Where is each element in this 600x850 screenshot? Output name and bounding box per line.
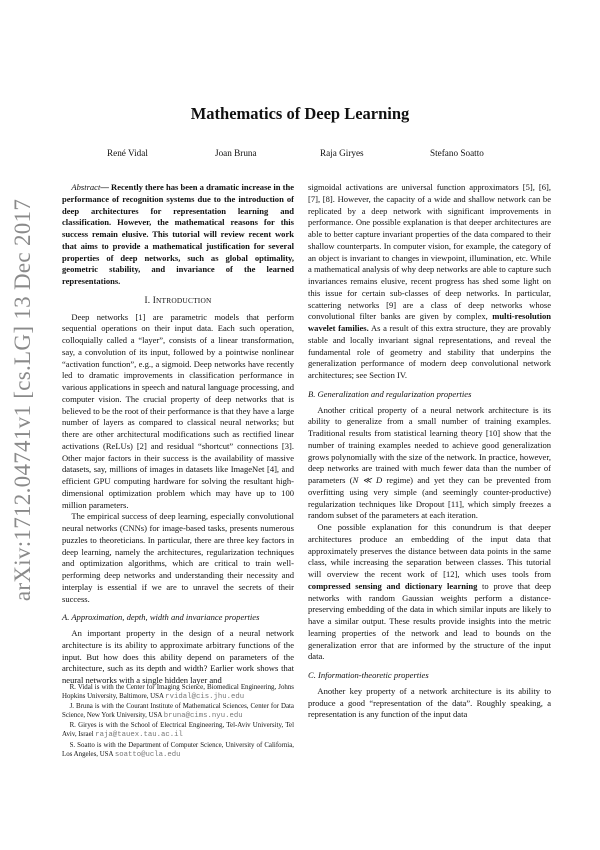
- author-name: Stefano Soatto: [430, 148, 484, 158]
- body-paragraph: sigmoidal activations are universal function approximators [5], [6], [7], [8]. However, the capacity of a wide and shallow network can be replicated by a deep network with significant improvements in performance. One possible explanation is that deeper architectures are able to better capture invariant properties of the data compared to their shallow counterparts. In computer vision, for example, the category of an object is invariant to changes in viewpoint, illumination, etc. While a mathematical analysis of why deep networks are able to capture such invariances remains elusive, recent progress has shed some light on this issue for certain sub-classes of deep networks. In particular, scattering networks [9] are a class of deep networks whose convolutional filter banks are given by complex, multi-resolution wavelet families. As a result of this extra structure, they are provably stable and locally invariant signal representations, and reveal the fundamental role of geometry and stability that underpins the generalization performance of modern deep convolutional network architectures; see Section IV.: [308, 182, 551, 380]
- author-name: René Vidal: [107, 148, 148, 158]
- arxiv-identifier-stamp: [8, 175, 38, 625]
- abstract: [62, 182, 294, 288]
- author-affiliation-footnotes: [62, 683, 294, 760]
- body-paragraph: One possible explanation for this conundrum is that deeper architectures produce an embedding of the input data that approximately preserves the distance between data points in the same class, while increasing the separation between classes. This tutorial will overview the recent work of [12], which uses tools from compressed sensing and dictionary learning to prove that deep networks with random Gaussian weights perform a distance-preserving embedding of the data in which similar inputs are likely to have a similar output. These results provide insights into the metric learning properties of the network and lead to bounds on the generalization error that are informed by the structure of the input data.: [308, 522, 552, 662]
- bold-emphasis: multi-resolution wavelet families.: [308, 311, 551, 333]
- abstract-dash: —: [100, 182, 109, 192]
- subsection-heading-b: B. Generalization and regularization properties: [308, 388, 472, 399]
- bold-emphasis: compressed sensing and dictionary learning: [308, 580, 478, 591]
- email-link[interactable]: bruna@cims.nyu.edu: [163, 712, 243, 721]
- footnote: R. Giryes is with the School of Electrical Engineering, Tel-Aviv University, Tel Aviv, Israel raja@tauex.tau.ac.il: [62, 722, 294, 740]
- arxiv-stamp-text: arXiv:1712.04741v1 [cs.LG] 13 Dec 2017: [10, 198, 35, 602]
- footnote: S. Soatto is with the Department of Computer Science, University of California, Los Angeles, USA soatto@ucla.edu: [62, 741, 294, 759]
- abstract-text: Recently there has been a dramatic increase in the performance of recognition systems due to the introduction of deep architectures for representation learning and classification. However, the mathematical reasons for this success remain elusive. This tutorial will review recent work that aims to provide a mathematical justification for several properties of deep networks, such as global optimality, geometric stability, and invariance of the learned representations.: [62, 182, 294, 286]
- body-paragraph: Another key property of a network architecture is its ability to produce a good “representation of the data”. Roughly speaking, a representation is any function of the input data: [308, 685, 551, 720]
- body-paragraph: Another critical property of a neural network architecture is its ability to generalize from a small number of training examples. Traditional results from statistical learning theory [10] show that the number of training examples needed to achieve good generalization grows polynomially with the size of the network. In practice, however, deep networks are trained with much fewer data than the number of parameters (N ≪ D regime) and yet they can be prevented from overfitting using very simple (and seemingly counter-productive) regularization techniques like Dropout [11], which simply freezes a random subset of the parameters at each iteration.: [308, 404, 551, 521]
- left-column: [62, 182, 294, 687]
- email-link[interactable]: soatto@ucla.edu: [114, 750, 181, 759]
- author-name: Raja Giryes: [320, 148, 364, 158]
- author-name: Joan Bruna: [215, 148, 257, 158]
- email-link[interactable]: rvidal@cis.jhu.edu: [165, 693, 245, 702]
- subsection-heading-c: C. Information-theoretic properties: [308, 670, 429, 680]
- body-paragraph: The empirical success of deep learning, especially convolutional neural networks (CNNs) for image-based tasks, presents numerous puzzles to theoreticians. In particular, there are three key factors in deep learning, namely the architectures, regularization techniques and optimization algorithms, which are critical to train well-performing deep networks and understanding their necessity and interplay is essential if we are to unravel the secrets of their success.: [62, 511, 294, 604]
- paper-title: Mathematics of Deep Learning: [190, 104, 410, 123]
- email-link[interactable]: raja@tauex.tau.ac.il: [95, 731, 183, 740]
- author-list: [100, 148, 500, 164]
- body-paragraph: Deep networks [1] are parametric models that perform sequential operations on their input data. Each such operation, colloquially called a “layer”, consists of a linear transformation, say, a convolution of its input, followed by a pointwise nonlinear “activation function”, e.g., a sigmoid. Deep networks have recently led to dramatic improvements in classification performance in various applications in speech and natural language processing, and computer vision. The crucial property of deep networks that is believed to be the root of their performance is that they have a large number of layers as compared to classical neural networks; but there are other architectural modifications such as rectified linear activations (ReLUs) [2] and residual “shortcut” connections [3]. Other major factors in their success is the availability of massive datasets, say, millions of images in datasets like ImageNet [4], and efficient GPU computing hardware for solving the resultant high-dimensional optimization problem which may have up to 100 million parameters.: [62, 311, 294, 510]
- subsection-heading-a: A. Approximation, depth, width and invariance properties: [62, 612, 260, 623]
- section-heading-introduction: I. INTRODUCTION: [144, 294, 212, 305]
- body-paragraph: An important property in the design of a neural network architecture is its ability to approximate arbitrary functions of the input. But how does this ability depend on parameters of the architecture, such as its depth and width? Earlier work shows that neural networks with a single hidden layer and: [62, 628, 294, 685]
- right-column: [308, 182, 551, 721]
- abstract-label: Abstract: [71, 182, 101, 192]
- footnote: R. Vidal is with the Center for Imaging Science, Biomedical Engineering, Johns Hopkins University, Baltimore, USA rvidal@cis.jhu.edu: [62, 684, 294, 702]
- math-inline: N ≪ D: [352, 475, 383, 485]
- footnote: J. Bruna is with the Courant Institute of Mathematical Sciences, Center for Data Science, New York University, USA bruna@cims.nyu.edu: [62, 703, 294, 721]
